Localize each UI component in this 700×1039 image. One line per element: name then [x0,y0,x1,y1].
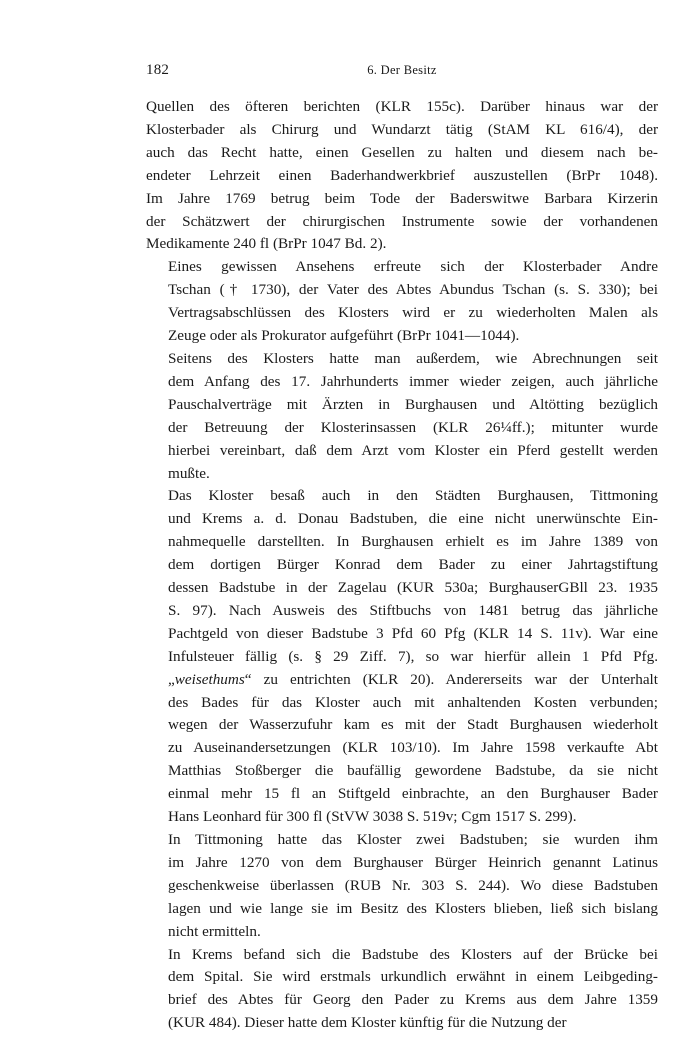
text-line: Im Jahre 1769 betrug beim Tode der Baderswitwe Barbara Kirzerin [146,189,658,207]
text-line: S. 97). Nach Ausweis des Stiftbuchs von 1481 betrug das jährliche [168,601,658,619]
text-line: nahmequelle darstellten. In Burghausen erhielt es im Jahre 1389 von [168,533,658,551]
paragraph [146,348,658,485]
text-line: Eines gewissen Ansehens erfreute sich der Klosterbader Andre [168,258,658,276]
text-line: „weisethums“ zu entrichten (KLR 20). Andererseits war der Unterhalt [168,670,658,688]
text-line: Quellen des öfteren berichten (KLR 155c). Darüber hinaus war der [146,98,658,115]
text-line: Seitens des Klosters hatte man außerdem, wie Abrechnungen seit [168,349,658,367]
paragraph [146,829,658,944]
text-line: dem dortigen Bürger Konrad dem Bader zu einer Jahrtagstiftung [168,556,658,574]
text-line: dessen Badstube in der Zagelau (KUR 530a; BurghauserGBll 23. 1935 [168,579,658,597]
text-line: nicht ermitteln. [168,922,261,940]
text-line: brief des Abtes für Georg den Pader zu Krems aus dem Jahre 1359 [168,991,658,1009]
text-line: Infulsteuer fällig (s. § 29 Ziff. 7), so war hierfür allein 1 Pfd Pfg. [168,647,658,665]
text-line: auch das Recht hatte, einen Gesellen zu halten und diesem nach be- [146,143,658,161]
text-line: Matthias Stoßberger die baufällig gewordene Badstube, da sie nicht [168,762,658,780]
text-line: dem Anfang des 17. Jahrhunderts immer wieder zeigen, auch jährliche [168,372,658,390]
section-title: 6. Der Besitz [367,63,437,77]
text-line: hierbei vereinbart, daß dem Arzt vom Kloster ein Pferd gestellt werden [168,441,658,459]
paragraph [146,96,658,256]
text-line: Das Kloster besaß auch in den Städten Burghausen, Tittmoning [168,487,658,505]
text-line: Klosterbader als Chirurg und Wundarzt tätig (StAM KL 616/4), der [146,120,658,138]
text-line: Zeuge oder als Prokurator aufgeführt (BrPr 1041—1044). [168,327,520,345]
text-line: Vertragsabschlüssen des Klosters wird er zu wiederholten Malen als [168,304,658,322]
paragraph [146,256,658,348]
text-line: lagen und wie lange sie im Besitz des Klosters blieben, ließ sich bislang [168,899,658,917]
paragraph [146,944,658,1036]
text-line: (KUR 484). Dieser hatte dem Kloster künftig für die Nutzung der [168,1014,567,1032]
text-line: im Jahre 1270 von dem Burghauser Bürger Heinrich genannt Latinus [168,853,658,871]
text-line: und Krems a. d. Donau Badstuben, die eine nicht unerwünschte Ein- [168,510,658,528]
text-line: mußte. [168,464,210,482]
text-line: Pachtgeld von dieser Badstube 3 Pfd 60 Pfg (KLR 14 S. 11v). War eine [168,624,658,642]
paragraph [146,485,658,829]
text-line: Medikamente 240 fl (BrPr 1047 Bd. 2). [146,235,387,253]
running-header [146,62,658,82]
text-line: endeter Lehrzeit einen Baderhandwerkbrief auszustellen (BrPr 1048). [146,166,658,184]
text-line: Tschan († 1730), der Vater des Abtes Abundus Tschan (s. S. 330); bei [168,281,658,299]
body-text [146,96,658,1035]
text-line: wegen der Wasserzufuhr kam es mit der Stadt Burghausen wiederholt [168,716,658,734]
text-line: dem Spital. Sie wird erstmals urkundlich erwähnt in einem Leibgeding- [168,968,658,986]
page-number: 182 [146,62,170,78]
text-line: geschenkweise überlassen (RUB Nr. 303 S. 244). Wo diese Badstuben [168,876,658,894]
text-line: der Schätzwert der chirurgischen Instrumente sowie der vorhandenen [146,212,658,230]
text-line: In Krems befand sich die Badstube des Klosters auf der Brücke bei [168,945,658,963]
text-line: der Betreuung der Klosterinsassen (KLR 26¼ff.); mitunter wurde [168,418,658,436]
text-line: einmal mehr 15 fl an Stiftgeld einbrachte, an den Burghauser Bader [168,785,658,803]
text-line: Pauschalverträge mit Ärzten in Burghausen und Altötting bezüglich [168,395,658,413]
text-line: des Bades für das Kloster auch mit anhaltenden Kosten verbunden; [168,693,658,711]
text-line: zu Auseinandersetzungen (KLR 103/10). Im Jahre 1598 verkaufte Abt [168,739,658,757]
text-line: Hans Leonhard für 300 fl (StVW 3038 S. 519v; Cgm 1517 S. 299). [168,808,577,826]
text-line: In Tittmoning hatte das Kloster zwei Badstuben; sie wurden ihm [168,831,658,848]
